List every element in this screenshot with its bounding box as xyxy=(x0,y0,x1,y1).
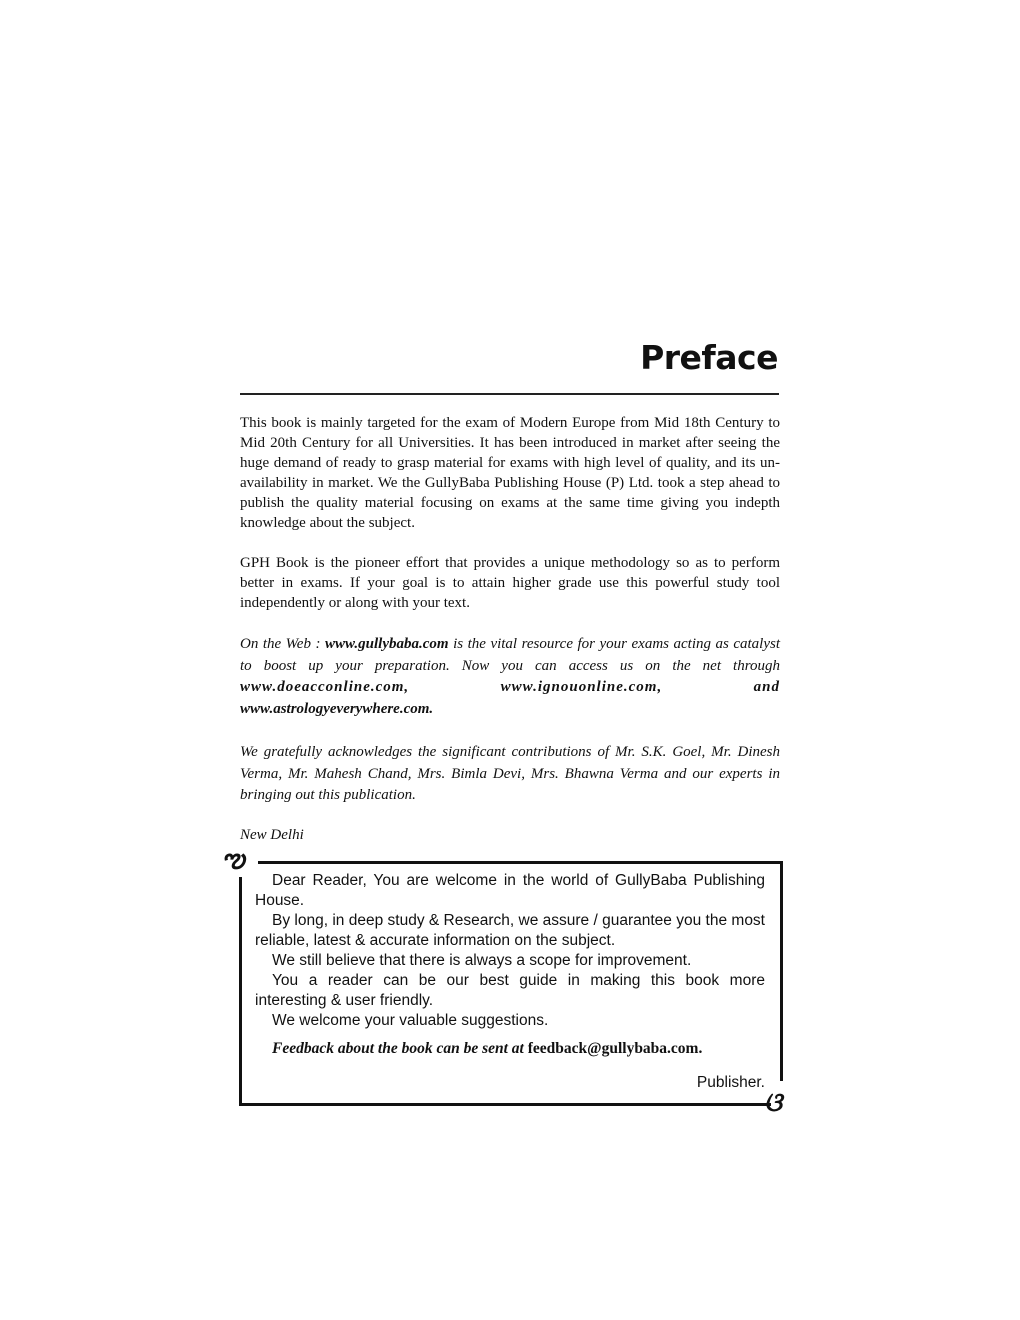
feedback-label: Feedback about the book can be sent at xyxy=(272,1040,524,1057)
link-ignouonline[interactable]: www.ignouonline.com, xyxy=(500,679,663,695)
box-border-top xyxy=(258,861,782,864)
title-rule xyxy=(240,393,779,395)
box-border-right xyxy=(780,861,783,1081)
link-astrologyeverywhere[interactable]: www.astrologyeverywhere.com. xyxy=(240,700,434,717)
paragraph-methodology: GPH Book is the pioneer effort that provides a unique methodology so as to perform better in exams. If your goal is to attain higher grade use this powerful study tool independently or along with your text. xyxy=(240,555,780,611)
web-and: and xyxy=(753,679,780,695)
web-prefix: On the Web : xyxy=(240,636,325,652)
note-line: You a reader can be our best guide in making this book more interesting & user friendly. xyxy=(255,972,765,1009)
place: New Delhi xyxy=(240,827,304,843)
signature: Publisher. xyxy=(696,1074,765,1091)
page-title: Preface xyxy=(640,338,778,377)
paragraph-web xyxy=(240,634,780,720)
feedback-email[interactable]: feedback@gullybaba.com. xyxy=(527,1040,703,1057)
note-line: We still believe that there is always a scope for improvement. xyxy=(272,952,692,969)
ornament-swirl-left-icon: ఌ xyxy=(222,844,245,874)
note-line: By long, in deep study & Research, we assure / guarantee you the most reliable, latest & accurate information on the subject. xyxy=(255,912,765,949)
link-doeacconline[interactable]: www.doeacconline.com, xyxy=(240,679,410,695)
web-mid: is the vital resource for your exams acting as catalyst to boost up your preparation. Now you can access us on the net through xyxy=(240,636,780,674)
feedback-line xyxy=(255,1039,765,1059)
box-border-bottom xyxy=(239,1103,771,1106)
note-line: Dear Reader, You are welcome in the world of GullyBaba Publishing House. xyxy=(255,872,765,909)
box-border-left xyxy=(239,877,242,1106)
link-gullybaba[interactable]: www.gullybaba.com xyxy=(324,636,449,652)
note-line: We welcome your valuable suggestions. xyxy=(272,1012,549,1029)
ornament-swirl-right-icon: ଓ xyxy=(764,1088,782,1118)
reader-note-box xyxy=(255,871,765,1093)
paragraph-intro: This book is mainly targeted for the exam of Modern Europe from Mid 18th Century to Mid 20th Century for all Universities. It has been introduced in market after seeing the huge demand of ready to grasp material for exams with high level of quality, and its un-availability in market. We the GullyBaba Publishing House (P) Ltd. took a step ahead to publish the quality material focusing on exams at the same time giving you indepth knowledge about the subject. xyxy=(240,415,780,531)
paragraph-acknowledgement: We gratefully acknowledges the significant contributions of Mr. S.K. Goel, Mr. Dinesh Verma, Mr. Mahesh Chand, Mrs. Bimla Devi, Mrs. Bhawna Verma and our experts in bringing out this publication. xyxy=(240,744,780,803)
